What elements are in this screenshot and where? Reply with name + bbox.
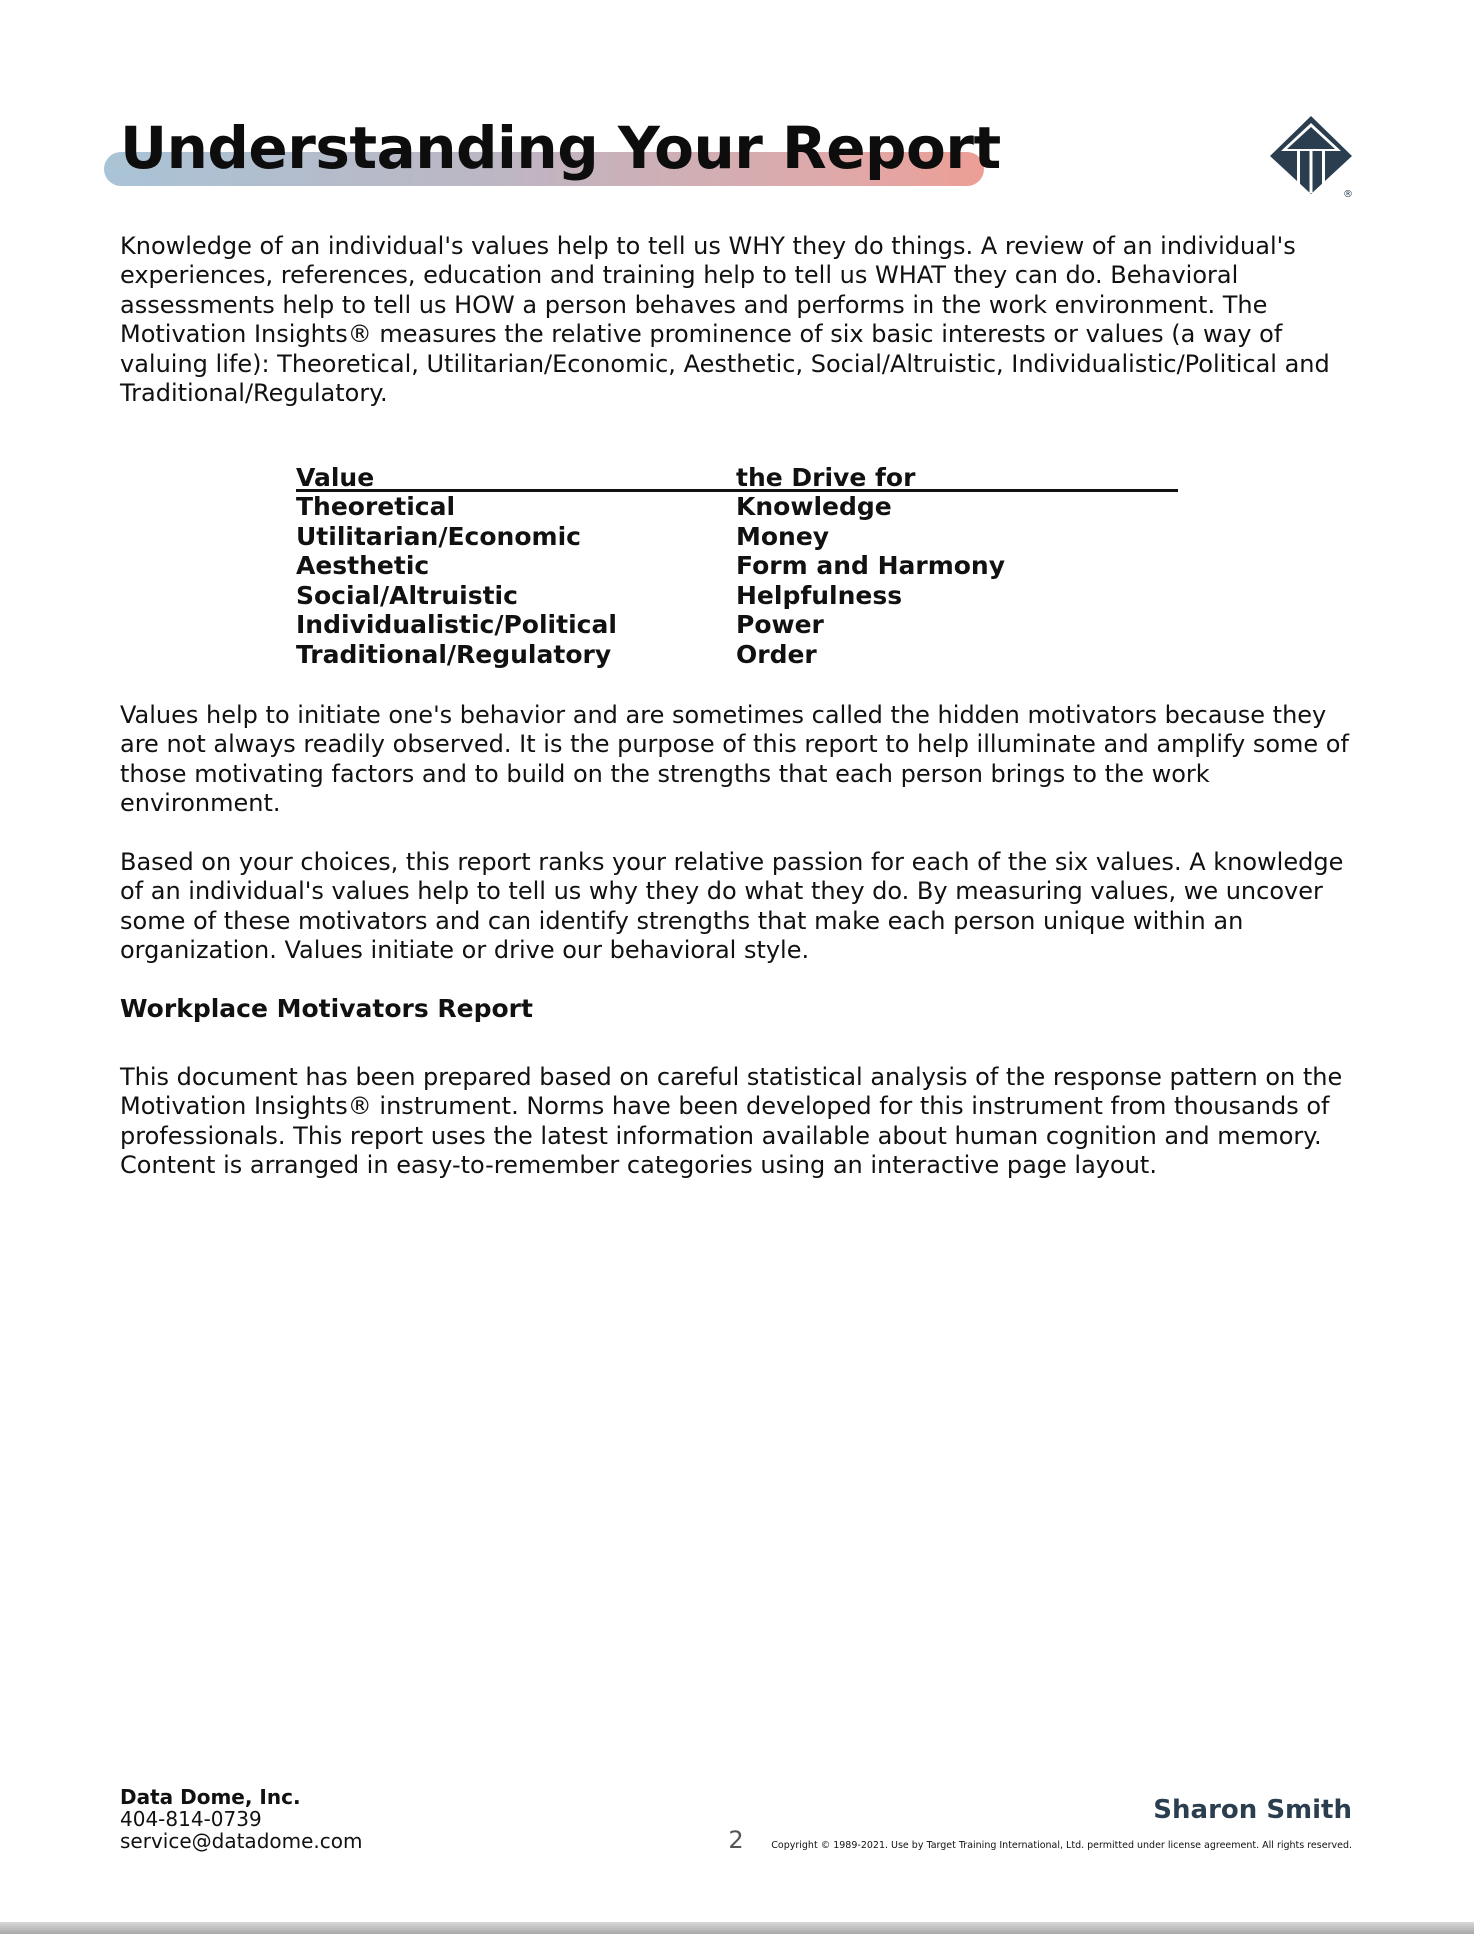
dome-logo-icon: [1268, 114, 1354, 198]
table-row: [296, 610, 1178, 640]
viewer-bottom-edge: [0, 1922, 1474, 1934]
section-heading: Workplace Motivators Report: [120, 994, 533, 1023]
table-row: [296, 492, 1178, 522]
drive-cell: Form and Harmony: [736, 551, 1006, 581]
values-table-header: [296, 462, 1178, 492]
body-paragraph-methodology: This document has been prepared based on careful statistical analysis of the response pattern on the Motivation Insights® instrument. Norms have been developed for this instrument from thousands of professionals. This report uses the latest information available about human cognition and memory. Content is arranged in easy-to-remember categories using an interactive page layout.: [120, 1063, 1343, 1180]
value-cell: Aesthetic: [296, 551, 430, 581]
footer-email: service@datadome.com: [120, 1829, 363, 1853]
value-cell: Utilitarian/Economic: [296, 521, 581, 551]
table-row: [296, 581, 1178, 611]
page-title: Understanding Your Report: [120, 114, 1001, 182]
drive-cell: Order: [736, 639, 817, 669]
body-paragraph-hidden-motivators: Values help to initiate one's behavior and are sometimes called the hidden motivators because they are not always readily observed. It is the purpose of this report to help illuminate and amplify some of those motivating factors and to build on the strengths that each person brings to the work environment.: [120, 701, 1349, 818]
column-header-drive: the Drive for: [736, 463, 916, 492]
page-title-block: [104, 108, 1001, 188]
table-row: [296, 551, 1178, 581]
footer-phone: 404-814-0739: [120, 1807, 262, 1831]
registered-mark: ®: [1343, 189, 1353, 198]
table-row: [296, 640, 1178, 670]
value-cell: Theoretical: [296, 492, 456, 521]
drive-cell: Knowledge: [736, 492, 892, 521]
drive-cell: Power: [736, 610, 824, 640]
value-cell: Traditional/Regulatory: [296, 639, 612, 669]
footer-contact: [120, 1786, 362, 1852]
body-paragraph-ranking: Based on your choices, this report ranks your relative passion for each of the six values. A knowledge of an individual's values help to tell us why they do what they do. By measuring values, we uncover some of these motivators and can identify strengths that make each person unique within an organization. Values initiate or drive our behavioral style.: [120, 848, 1344, 965]
footer-copyright: Copyright © 1989-2021. Use by Target Training International, Ltd. permitted under license agreement. All rights reserved.: [771, 1840, 1352, 1851]
value-cell: Social/Altruistic: [296, 580, 518, 610]
values-table: [296, 462, 1178, 670]
drive-cell: Money: [736, 521, 830, 551]
footer-company: Data Dome, Inc.: [120, 1785, 301, 1809]
drive-cell: Helpfulness: [736, 580, 903, 610]
table-row: [296, 522, 1178, 552]
intro-paragraph: Knowledge of an individual's values help to tell us WHY they do things. A review of an individual's experiences, references, education and training help to tell us WHAT they can do. Behavioral assessments help to tell us HOW a person behaves and performs in the work environment. The Motivation Insights® measures the relative prominence of six basic interests or values (a way of valuing life): Theoretical, Utilitarian/Economic, Aesthetic, Social/Altruistic, Individualistic/Political and Traditional/Regulatory.: [120, 232, 1330, 408]
column-header-value: Value: [296, 463, 375, 492]
footer-person-name: Sharon Smith: [1153, 1795, 1352, 1825]
value-cell: Individualistic/Political: [296, 610, 617, 640]
page-number: 2: [728, 1826, 744, 1854]
